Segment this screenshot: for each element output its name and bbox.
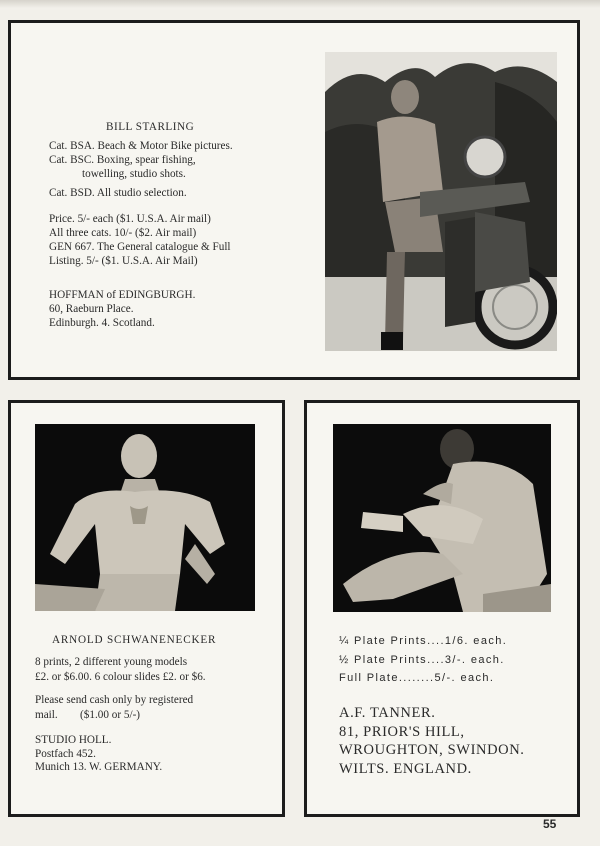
address-line: HOFFMAN of EDINGBURGH.	[49, 289, 196, 301]
address-block	[339, 704, 525, 778]
address-line: A.F. TANNER.	[339, 705, 436, 721]
note-line: mail. ($1.00 or 5/-)	[35, 709, 141, 721]
print-price-line: ¼ Plate Prints....1/6. each.	[339, 635, 508, 647]
print-price-line: ½ Plate Prints....3/-. each.	[339, 653, 505, 666]
offer-line: £2. or $6.00. 6 colour slides £2. or $6.	[35, 670, 206, 683]
catalogue-line: Cat. BSD. All studio selection.	[49, 187, 187, 199]
price-line: All three cats. 10/- ($2. Air mail)	[49, 227, 197, 239]
page-fold-shadow	[0, 0, 600, 8]
catalogue-line: Cat. BSC. Boxing, spear fishing,	[49, 154, 196, 166]
address-line: WILTS. ENGLAND.	[339, 760, 472, 777]
offer-line: 8 prints, 2 different young models	[35, 656, 188, 668]
print-prices	[339, 632, 507, 688]
address-line: Munich 13. W. GERMANY.	[35, 761, 163, 773]
offer-block	[35, 655, 206, 684]
seated-model-photo	[333, 424, 551, 612]
address-line: 60, Raeburn Place.	[49, 303, 134, 315]
print-price-line: Full Plate........5/-. each.	[339, 672, 495, 684]
address-line: Edinburgh. 4. Scotland.	[49, 317, 155, 329]
ad-heading: BILL STARLING	[106, 121, 195, 133]
price-line: GEN 667. The General catalogue & Full	[49, 241, 231, 253]
ad-af-tanner	[304, 400, 580, 817]
ad-bill-starling	[8, 20, 580, 380]
address-line: Postfach 452.	[35, 747, 96, 760]
catalogue-line: Cat. BSA. Beach & Motor Bike pictures.	[49, 140, 233, 152]
price-list	[49, 212, 231, 268]
motorbike-photo	[325, 52, 557, 351]
ad-arnold-schwanenecker	[8, 400, 285, 817]
address-line: 81, PRIOR'S HILL,	[339, 723, 465, 740]
address-line: STUDIO HOLL.	[35, 734, 112, 746]
ad-heading: ARNOLD SCHWANENECKER	[52, 634, 217, 646]
bodybuilder-photo	[35, 424, 255, 611]
price-line: Price. 5/- each ($1. U.S.A. Air mail)	[49, 213, 211, 225]
address-block	[49, 288, 195, 330]
catalogue-list	[49, 139, 233, 200]
address-block	[35, 734, 162, 775]
note-line: Please send cash only by registered	[35, 694, 194, 706]
page-number: 55	[543, 817, 557, 831]
price-line: Listing. 5/- ($1. U.S.A. Air Mail)	[49, 255, 198, 267]
catalogue-line: towelling, studio shots.	[82, 168, 186, 180]
address-line: WROUGHTON, SWINDON.	[339, 742, 525, 758]
payment-note	[35, 693, 193, 723]
